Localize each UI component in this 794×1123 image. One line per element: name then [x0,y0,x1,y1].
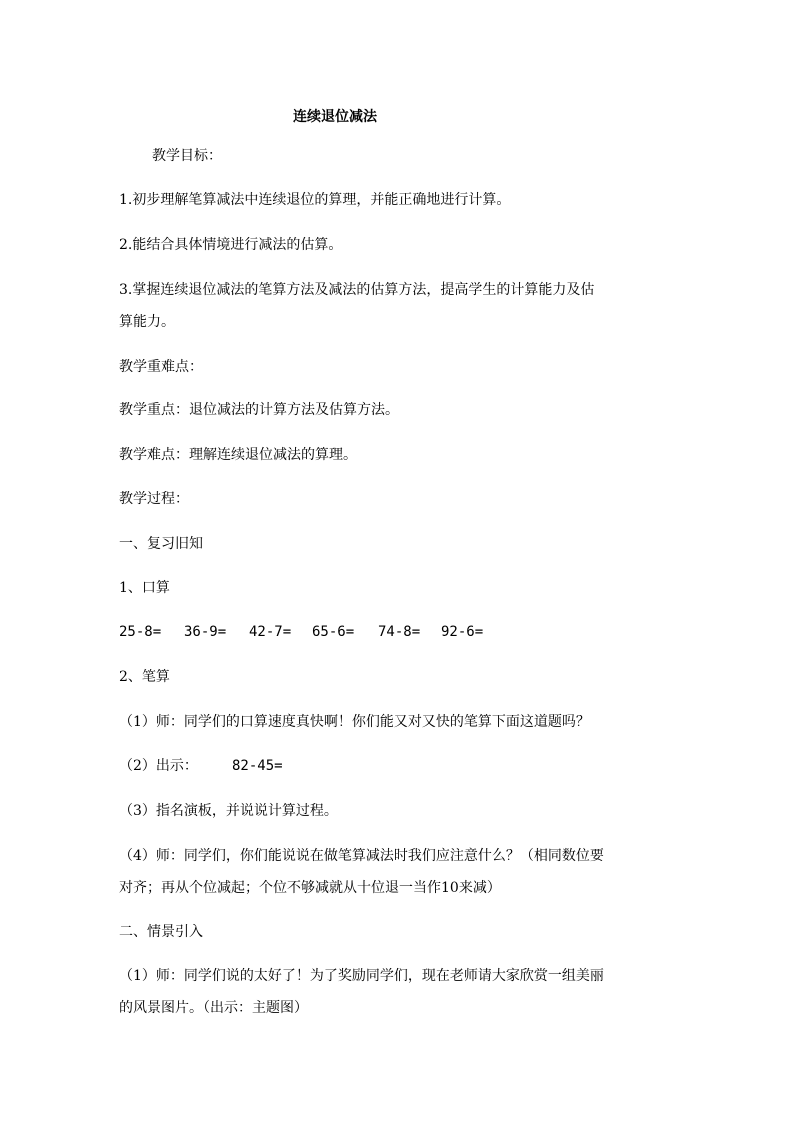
item-2-label: （2）出示： [119,758,198,774]
process-heading: 教学过程： [119,491,189,507]
difficult-point: 教学难点：理解连续退位减法的算理。 [119,447,357,463]
item-4-line-1: （4）师：同学们，你们能说说在做笔算减法时我们应注意什么？（相同数位要 [119,848,604,864]
goal-2: 2.能结合具体情境进行减法的估算。 [119,237,343,253]
item-3: （3）指名演板，并说说计算过程。 [119,803,338,819]
document-title: 连续退位减法 [293,109,377,125]
item-5-line-2: 的风景图片。（出示：主题图） [119,1000,308,1016]
mental-calc-item: 74-8= [378,624,421,640]
item-1: （1）师：同学们的口算速度真快啊！你们能又对又快的笔算下面这道题吗？ [119,714,590,730]
mental-calc-item: 92-6= [441,624,484,640]
goal-3-line-1: 3.掌握连续退位减法的笔算方法及减法的估算方法，提高学生的计算能力及估 [119,282,595,298]
mental-calc-item: 42-7= [249,624,292,640]
section-1-heading: 一、复习旧知 [119,536,203,552]
goal-1: 1.初步理解笔算减法中连续退位的算理，并能正确地进行计算。 [119,192,511,208]
mental-calc-item: 25-8= [119,624,162,640]
item-2-expression: 82-45= [232,758,283,774]
key-difficult-heading: 教学重难点： [119,359,203,375]
section-2-heading: 二、情景引入 [119,924,203,940]
item-5-line-1: （1）师：同学们说的太好了！为了奖励同学们，现在老师请大家欣赏一组美丽 [119,968,604,984]
sub-heading-written-calc: 2、笔算 [119,669,170,685]
mental-calc-item: 65-6= [312,624,355,640]
item-4-line-2: 对齐；再从个位减起；个位不够减就从十位退一当作10来减） [119,880,501,896]
goals-heading: 教学目标： [152,148,222,164]
goal-3-line-2: 算能力。 [119,314,175,330]
sub-heading-mental-calc: 1、口算 [119,580,170,596]
mental-calc-item: 36-9= [184,624,227,640]
key-point: 教学重点：退位减法的计算方法及估算方法。 [119,402,399,418]
